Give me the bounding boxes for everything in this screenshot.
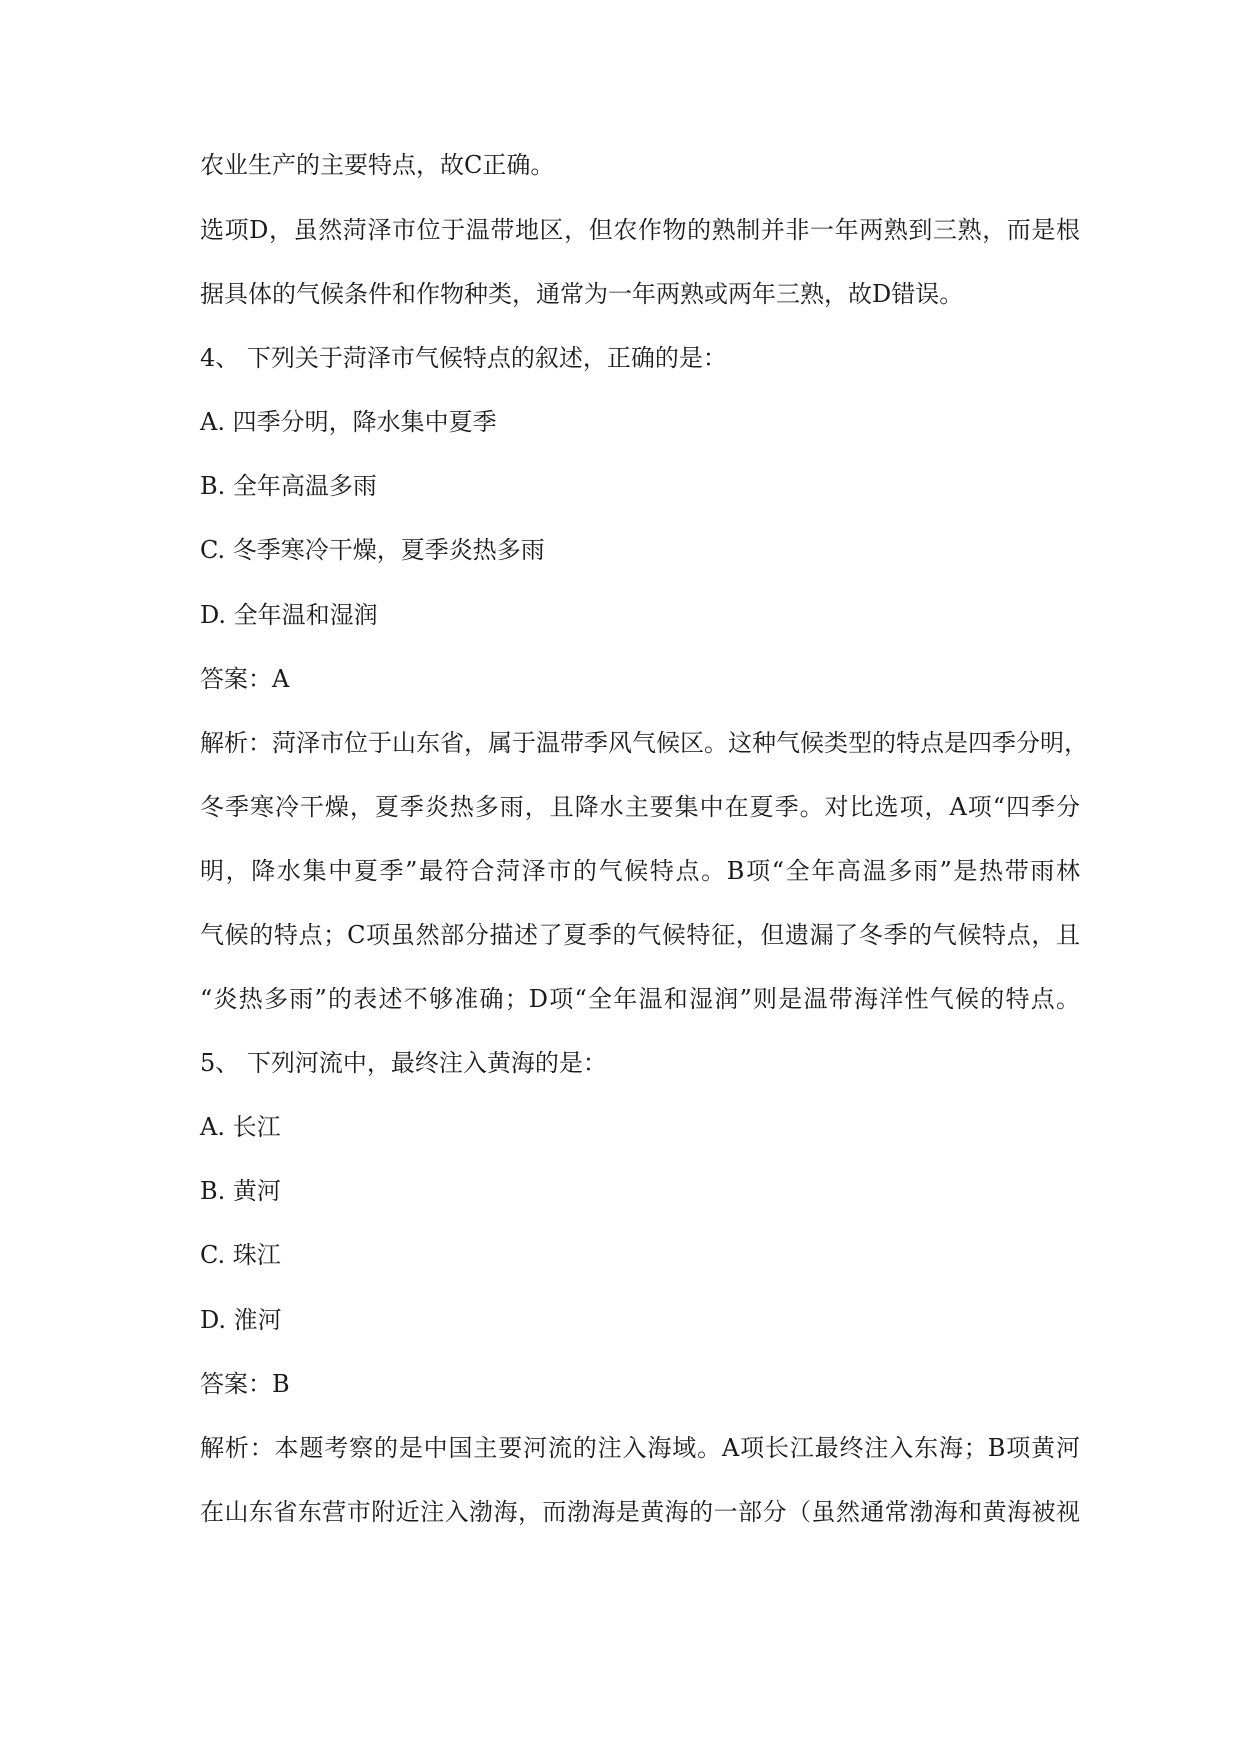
- question-4-explanation: 气候的特点；C项虽然部分描述了夏季的气候特征，但遗漏了冬季的气候特点，且: [200, 921, 1080, 949]
- question-4-option-c: C. 冬季寒冷干燥，夏季炎热多雨: [200, 536, 545, 564]
- text-line: 选项D，虽然菏泽市位于温带地区，但农作物的熟制并非一年两熟到三熟，而是根: [200, 216, 1080, 244]
- text-line: 农业生产的主要特点，故C正确。: [200, 151, 555, 179]
- question-4-option-a: A. 四季分明，降水集中夏季: [200, 408, 497, 436]
- question-5-option-a: A. 长江: [200, 1113, 281, 1141]
- question-5-explanation: 在山东省东营市附近注入渤海，而渤海是黄海的一部分（虽然通常渤海和黄海被视: [200, 1498, 1080, 1526]
- question-5-option-d: D. 淮河: [200, 1306, 282, 1334]
- question-4-option-d: D. 全年温和湿润: [200, 601, 378, 629]
- question-5-explanation: 解析：本题考察的是中国主要河流的注入海域。A项长江最终注入东海；B项黄河: [200, 1434, 1080, 1462]
- question-4-explanation: 冬季寒冷干燥，夏季炎热多雨，且降水主要集中在夏季。对比选项，A项“四季分: [200, 793, 1080, 821]
- question-5-option-b: B. 黄河: [200, 1177, 281, 1205]
- question-5-option-c: C. 珠江: [200, 1241, 281, 1269]
- question-4-answer: 答案：A: [200, 665, 290, 693]
- question-4-stem: 4、 下列关于菏泽市气候特点的叙述，正确的是：: [200, 344, 727, 372]
- question-4-option-b: B. 全年高温多雨: [200, 472, 377, 500]
- question-5-answer: 答案：B: [200, 1370, 290, 1398]
- question-4-explanation: 解析：菏泽市位于山东省，属于温带季风气候区。这种气候类型的特点是四季分明，: [200, 729, 1088, 757]
- question-5-stem: 5、 下列河流中，最终注入黄海的是：: [200, 1049, 607, 1077]
- question-4-explanation: “炎热多雨”的表述不够准确；D项“全年温和湿润”则是温带海洋性气候的特点。: [200, 985, 1080, 1013]
- question-4-explanation: 明，降水集中夏季”最符合菏泽市的气候特点。B项“全年高温多雨”是热带雨林: [200, 857, 1080, 885]
- text-line: 据具体的气候条件和作物种类，通常为一年两熟或两年三熟，故D错误。: [200, 280, 964, 308]
